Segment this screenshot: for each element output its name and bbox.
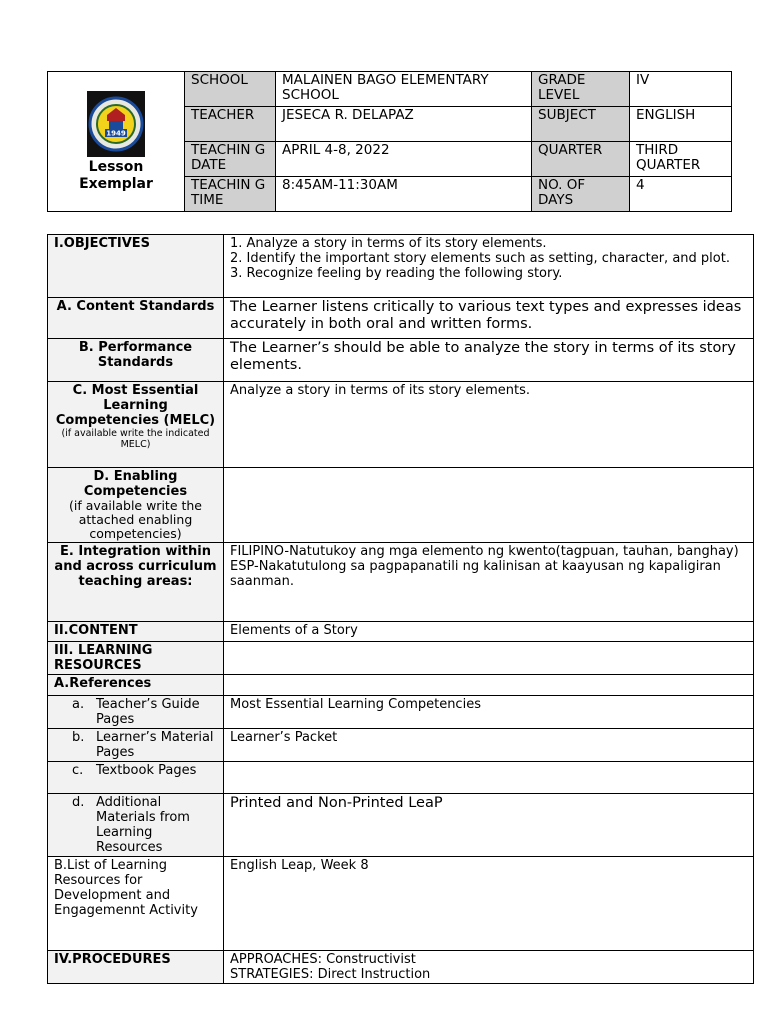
melc-note: (if available write the indicated MELC) bbox=[61, 428, 210, 450]
table-row bbox=[48, 857, 754, 951]
quarter-value: THIRD QUARTER bbox=[630, 142, 732, 177]
table-row bbox=[48, 382, 754, 468]
objective-item: 1. Analyze a story in terms of its story elements. bbox=[230, 236, 547, 251]
textbook-value bbox=[224, 762, 754, 794]
table-row bbox=[48, 794, 754, 857]
melc-value: Analyze a story in terms of its story elements. bbox=[224, 382, 754, 468]
teachers-guide-label-cell bbox=[48, 696, 224, 729]
learners-material-label: Learner’s Material Pages bbox=[96, 730, 214, 760]
procedures-cell bbox=[224, 951, 754, 984]
table-row bbox=[48, 642, 754, 675]
teaching-date-label: TEACHIN G DATE bbox=[185, 142, 276, 177]
teachers-guide-value: Most Essential Learning Competencies bbox=[224, 696, 754, 729]
list-marker: a. bbox=[72, 697, 85, 712]
list-of-resources-label: B.List of Learning Resources for Development and Engagemennt Activity bbox=[48, 857, 224, 951]
list-marker: b. bbox=[72, 730, 85, 745]
additional-materials-label-cell bbox=[48, 794, 224, 857]
enabling-value bbox=[224, 468, 754, 543]
melc-label-cell bbox=[48, 382, 224, 468]
melc-label: C. Most Essential Learning Competencies (MELC) bbox=[55, 383, 216, 428]
objectives-cell bbox=[224, 235, 754, 298]
quarter-label: QUARTER bbox=[532, 142, 630, 177]
additional-materials-label: Additional Materials from Learning Resources bbox=[96, 795, 190, 855]
additional-materials-value: Printed and Non-Printed LeaP bbox=[224, 794, 754, 857]
procedures-line: APPROACHES: Constructivist bbox=[230, 952, 416, 967]
references-value bbox=[224, 675, 754, 696]
school-logo-icon bbox=[87, 91, 145, 157]
header-table bbox=[47, 71, 732, 212]
days-label: NO. OF DAYS bbox=[532, 177, 630, 212]
learning-resources-label: III. LEARNING RESOURCES bbox=[48, 642, 224, 675]
lesson-exemplar-title: Lesson Exemplar bbox=[79, 158, 153, 192]
enabling-note: (if available write the attached enabling competencies) bbox=[68, 498, 203, 541]
table-row bbox=[48, 675, 754, 696]
performance-standards-label: B. Performance Standards bbox=[48, 339, 224, 382]
enabling-label-cell bbox=[48, 468, 224, 543]
learners-material-label-cell bbox=[48, 729, 224, 762]
table-row bbox=[48, 468, 754, 543]
content-label: II.CONTENT bbox=[48, 622, 224, 642]
table-row bbox=[48, 951, 754, 984]
lesson-plan-table bbox=[47, 234, 754, 984]
logo-year-text: 1949 bbox=[106, 129, 126, 137]
learning-resources-value bbox=[224, 642, 754, 675]
list-marker: d. bbox=[72, 795, 85, 810]
references-label: A.References bbox=[48, 675, 224, 696]
enabling-label: D. Enabling Competencies bbox=[83, 469, 188, 499]
teachers-guide-label: Teacher’s Guide Pages bbox=[96, 697, 200, 727]
table-row bbox=[48, 235, 754, 298]
procedures-line: STRATEGIES: Direct Instruction bbox=[230, 967, 431, 982]
list-marker: c. bbox=[72, 763, 84, 778]
performance-standards-value: The Learner’s should be able to analyze the story in terms of its story elements. bbox=[224, 339, 754, 382]
table-row bbox=[48, 339, 754, 382]
teaching-date-value: APRIL 4-8, 2022 bbox=[276, 142, 532, 177]
table-row bbox=[48, 762, 754, 794]
textbook-label-cell bbox=[48, 762, 224, 794]
integration-line: ESP-Nakatutulong sa pagpapanatili ng kalinisan at kaayusan ng kapaligiran saanman. bbox=[230, 559, 721, 589]
objective-item: 2. Identify the important story elements such as setting, character, and plot. bbox=[230, 251, 730, 266]
integration-cell bbox=[224, 543, 754, 622]
objectives-label: I.OBJECTIVES bbox=[48, 235, 224, 298]
days-value: 4 bbox=[630, 177, 732, 212]
subject-value: ENGLISH bbox=[630, 107, 732, 142]
list-of-resources-value: English Leap, Week 8 bbox=[224, 857, 754, 951]
table-row bbox=[48, 298, 754, 339]
table-row bbox=[48, 696, 754, 729]
table-row bbox=[48, 622, 754, 642]
grade-level-value: IV bbox=[630, 72, 732, 107]
content-standards-value: The Learner listens critically to various text types and expresses ideas accurately in both oral and written forms. bbox=[224, 298, 754, 339]
subject-label: SUBJECT bbox=[532, 107, 630, 142]
content-standards-label: A. Content Standards bbox=[48, 298, 224, 339]
table-row bbox=[48, 543, 754, 622]
learners-material-value: Learner’s Packet bbox=[224, 729, 754, 762]
table-row bbox=[48, 729, 754, 762]
grade-level-label: GRADE LEVEL bbox=[532, 72, 630, 107]
teacher-value: JESECA R. DELAPAZ bbox=[276, 107, 532, 142]
school-label: SCHOOL bbox=[185, 72, 276, 107]
teaching-time-value: 8:45AM-11:30AM bbox=[276, 177, 532, 212]
school-value: MALAINEN BAGO ELEMENTARY SCHOOL bbox=[276, 72, 532, 107]
integration-label: E. Integration within and across curriculum teaching areas: bbox=[48, 543, 224, 622]
objective-item: 3. Recognize feeling by reading the following story. bbox=[230, 266, 563, 281]
content-value: Elements of a Story bbox=[224, 622, 754, 642]
logo-cell bbox=[48, 72, 185, 212]
textbook-label: Textbook Pages bbox=[96, 763, 197, 778]
procedures-label: IV.PROCEDURES bbox=[48, 951, 224, 984]
integration-line: FILIPINO-Natutukoy ang mga elemento ng kwento(tagpuan, tauhan, banghay) bbox=[230, 544, 739, 559]
teaching-time-label: TEACHIN G TIME bbox=[185, 177, 276, 212]
teacher-label: TEACHER bbox=[185, 107, 276, 142]
